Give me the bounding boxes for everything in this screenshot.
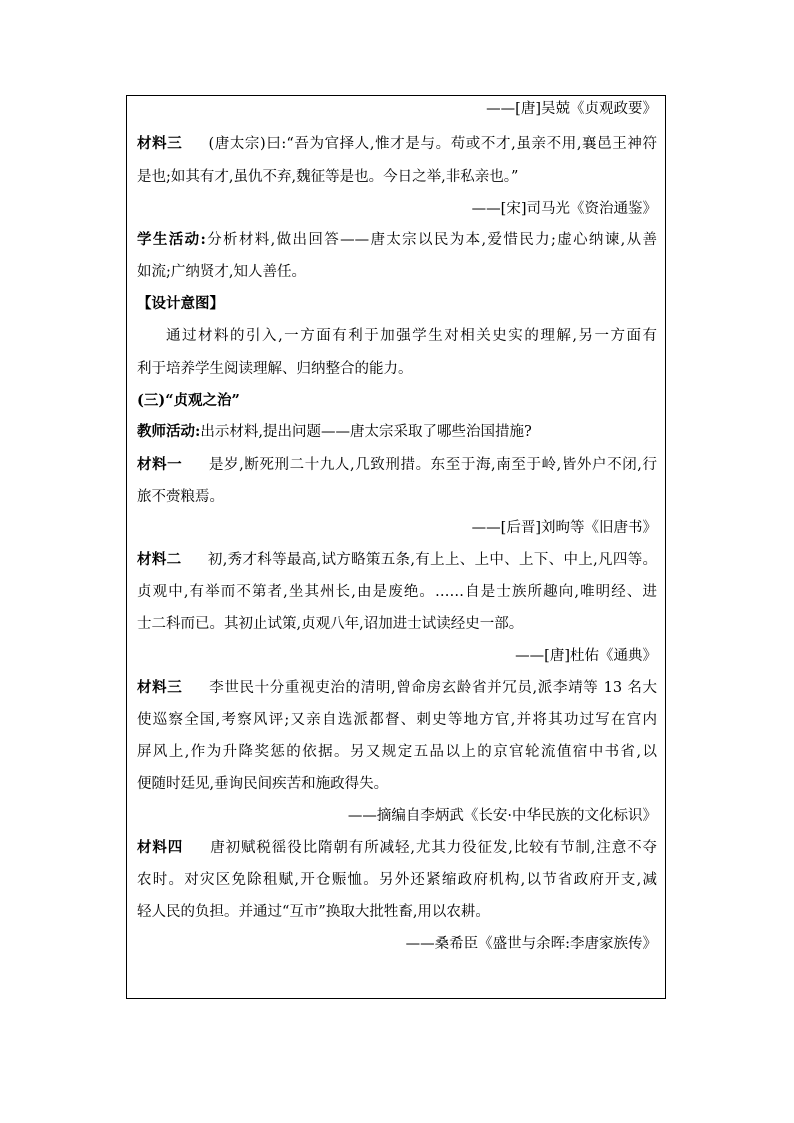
student-activity — [137, 230, 657, 250]
material-label: 材料三 — [137, 135, 183, 152]
material-text-line: 农时。对灾区免除租赋,开仓赈恤。另外还紧缩政府机构,以节省政府开支,减 — [137, 872, 657, 888]
source-citation: ——[唐]吴兢《贞观政要》 — [486, 101, 657, 117]
material-text-line: 旅不赍粮焉。 — [137, 489, 224, 505]
activity-label: 教师活动: — [137, 423, 201, 440]
material-paragraph — [137, 678, 657, 698]
source-citation: ——[宋]司马光《资治通鉴》 — [471, 201, 657, 217]
source-citation: ——摘编自李炳武《长安·中华民族的文化标识》 — [347, 808, 657, 824]
material-text-line: 屏风上,作为升降奖惩的依据。另又规定五品以上的京官轮流值宿中书省,以 — [137, 744, 657, 760]
activity-text: 出示材料,提出问题——唐太宗采取了哪些治国措施? — [200, 424, 532, 440]
content-table-cell — [126, 95, 666, 999]
activity-text: 分析材料,做出回答——唐太宗以民为本,爱惜民力;虚心纳谏,从善 — [205, 232, 657, 248]
design-intent-text-line: 利于培养学生阅读理解、归纳整合的能力。 — [137, 361, 413, 377]
design-intent-text: 通过材料的引入,一方面有利于加强学生对相关史实的理解,另一方面有 — [166, 328, 657, 344]
section-heading: 【设计意图】 — [137, 295, 224, 312]
teacher-activity — [137, 422, 532, 442]
material-text-line: 便随时廷见,垂询民间疾苦和施政得失。 — [137, 776, 389, 792]
material-text-line: 轻人民的负担。并通过“互市”换取大批牲畜,用以农耕。 — [137, 904, 490, 920]
section-heading: (三)“贞观之治” — [137, 392, 240, 409]
material-label: 材料一 — [137, 456, 183, 473]
activity-text-line: 如流;广纳贤才,知人善任。 — [137, 264, 306, 280]
material-text: 唐初赋税徭役比隋朝有所减轻,尤其力役征发,比较有节制,注意不夺 — [209, 840, 658, 856]
material-label: 材料二 — [137, 551, 182, 568]
material-text-line: 士二科而已。其初止试策,贞观八年,诏加进士试读经史一部。 — [137, 616, 524, 632]
material-paragraph — [137, 838, 657, 858]
material-label: 材料三 — [137, 679, 183, 696]
source-citation: ——桑希臣《盛世与余晖:李唐家族传》 — [405, 936, 657, 952]
material-label: 材料四 — [137, 839, 184, 856]
activity-label: 学生活动: — [137, 231, 206, 248]
source-citation: ——[后晋]刘昫等《旧唐书》 — [471, 520, 657, 536]
material-paragraph — [137, 455, 657, 475]
material-text: 是岁,断死刑二十九人,几致刑措。东至于海,南至于岭,皆外户不闭,行 — [208, 457, 657, 473]
material-paragraph — [137, 550, 657, 570]
material-paragraph — [137, 134, 657, 154]
material-text-line: 是也;如其有才,虽仇不弃,魏征等是也。今日之举,非私亲也。” — [137, 169, 519, 185]
material-text: 初,秀才科等最高,试方略策五条,有上上、上中、上下、中上,凡四等。 — [207, 552, 658, 568]
material-text-line: 使巡察全国,考察风评;又亲自选派都督、刺史等地方官,并将其功过写在宫内 — [137, 712, 657, 728]
material-text-line: 贞观中,有举而不第者,坐其州长,由是废绝。……自是士族所趣向,唯明经、进 — [137, 584, 657, 600]
material-text: (唐太宗)曰:“吾为官择人,惟才是与。苟或不才,虽亲不用,襄邑王神符 — [208, 136, 658, 152]
material-text: 李世民十分重视吏治的清明,曾命房玄龄省并冗员,派李靖等 13 名大 — [208, 680, 658, 696]
source-citation: ——[唐]杜佑《通典》 — [515, 648, 657, 664]
